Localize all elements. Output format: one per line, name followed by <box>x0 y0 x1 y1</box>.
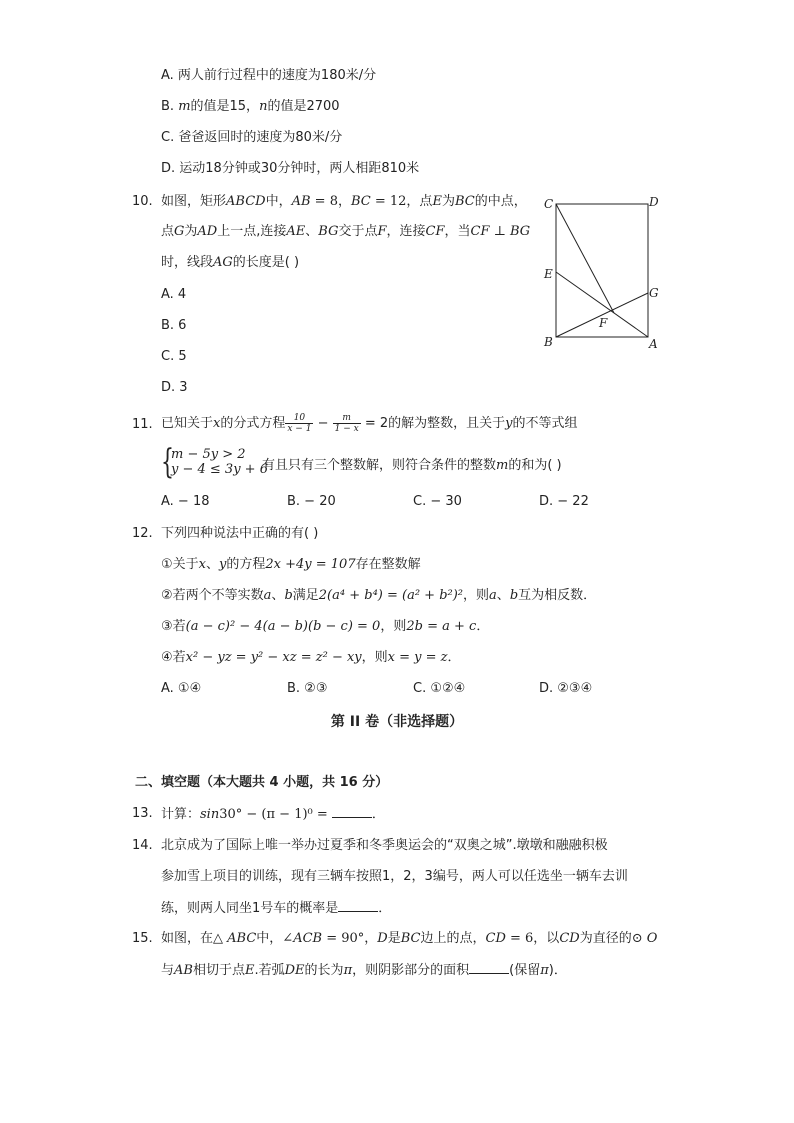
t: 是 <box>387 931 401 946</box>
t: = 2的解为整数，且关于 <box>360 416 506 431</box>
t: b <box>284 588 293 603</box>
segment-cf <box>556 204 614 313</box>
t: 2x +4y = 107 <box>265 557 356 572</box>
t: 的中点， <box>474 194 527 209</box>
t: 练，则两人同坐1号车的概率是 <box>161 901 339 916</box>
t: CF <box>425 224 445 239</box>
t: ⊙ O <box>631 931 658 946</box>
t: 1 − x <box>334 424 359 434</box>
t: x² − yz = y² − xz = z² − xy <box>185 650 362 665</box>
t: 30° − (π − 1)⁰ = <box>219 807 332 822</box>
t: m <box>333 413 361 424</box>
t: AB <box>174 963 193 978</box>
part-2-title: 第 II 卷（非选择题） <box>330 714 464 730</box>
t: − <box>313 416 333 431</box>
t: b <box>509 588 519 603</box>
t: ，连接 <box>386 224 426 239</box>
label-d: D <box>649 195 659 209</box>
t: AD <box>197 224 218 239</box>
answer-blank[interactable] <box>338 899 378 912</box>
t: 、 <box>305 224 319 239</box>
q11-option-b: B. − 20 <box>287 494 336 509</box>
fraction-1 <box>285 413 313 434</box>
t: 已知关于 <box>161 416 214 431</box>
t: AB <box>291 194 311 209</box>
label-g: G <box>649 286 659 300</box>
q9-b-mid: 的值是15， <box>190 99 260 114</box>
t: CD <box>485 931 506 946</box>
t: 上一点,连接 <box>217 224 287 239</box>
q9-option-a: A. 两人前行过程中的速度为180米/分 <box>161 68 377 83</box>
t: ． <box>378 901 392 916</box>
q10-number: 10. <box>132 194 153 209</box>
t: y <box>505 416 513 431</box>
q12-statement-2 <box>161 587 596 605</box>
t: 中， <box>256 931 283 946</box>
t: 为 <box>441 194 455 209</box>
t: ，则 <box>463 588 490 603</box>
q11-option-a: A. − 18 <box>161 494 210 509</box>
inequality-2: y − 4 ≤ 3y + 6 <box>171 462 268 477</box>
q9-b-m: m <box>178 99 191 114</box>
q12-statement-3 <box>161 618 489 636</box>
t: 为 <box>184 224 198 239</box>
q11-option-d: D. − 22 <box>539 494 589 509</box>
t: ，则 <box>380 619 407 634</box>
t: 有且只有三个整数解，则符合条件的整数 <box>262 458 497 473</box>
t: BG <box>318 224 339 239</box>
t: 、 <box>206 557 220 572</box>
q9-b-prefix: B. <box>161 99 179 114</box>
t: ∠ACB <box>282 931 323 946</box>
t: DE <box>284 963 305 978</box>
section-2-header: 二、填空题（本大题共 4 小题，共 16 分） <box>135 775 389 790</box>
t: ． <box>476 619 490 634</box>
t: ④若 <box>161 650 186 665</box>
t: π <box>540 963 549 978</box>
label-c: C <box>544 197 554 211</box>
q15-line2 <box>161 961 567 980</box>
t: = 12，点 <box>370 194 433 209</box>
q10-line1 <box>161 193 527 211</box>
t: D <box>377 931 388 946</box>
t: sin <box>200 807 220 822</box>
t: ABCD <box>226 194 266 209</box>
t: 的方程 <box>226 557 266 572</box>
q11-option-c: C. − 30 <box>413 494 462 509</box>
t: AE <box>286 224 306 239</box>
t: CD <box>559 931 580 946</box>
q11-line2 <box>262 457 562 475</box>
q11-line1 <box>161 409 578 439</box>
q15-number: 15. <box>132 931 153 946</box>
t: 如图，在 <box>161 931 214 946</box>
t: G <box>174 224 185 239</box>
t: = 6，以 <box>505 931 560 946</box>
t: 的不等式组 <box>512 416 578 431</box>
q12-option-b: B. ②③ <box>287 681 328 696</box>
t: 时，线段 <box>161 255 214 270</box>
inequality-1: m − 5y > 2 <box>171 447 246 462</box>
q14-line3 <box>161 899 391 918</box>
t: ，则阴影部分的面积 <box>352 963 470 978</box>
t: 的长度是( ) <box>232 255 300 270</box>
t: a <box>263 588 272 603</box>
label-f: F <box>599 316 608 330</box>
q10-line2 <box>161 223 530 241</box>
t: 存在整数解 <box>355 557 421 572</box>
t: (a − c)² − 4(a − b)(b − c) = 0 <box>185 619 381 634</box>
t: 的分式方程 <box>220 416 286 431</box>
t: = 90°， <box>322 931 378 946</box>
q10-rectangle-figure <box>538 192 668 352</box>
t: x = y = z <box>387 650 448 665</box>
q10-option-d: D. 3 <box>161 380 188 395</box>
q9-b-n: n <box>259 99 268 114</box>
t: x <box>213 416 221 431</box>
t: 如图，矩形 <box>161 194 227 209</box>
t: m <box>496 458 509 473</box>
q10-option-a: A. 4 <box>161 287 187 302</box>
q12-statement-4 <box>161 649 461 667</box>
q13-line <box>161 805 385 824</box>
t: π <box>343 963 353 978</box>
segment-bg <box>556 293 648 337</box>
t: y <box>219 557 227 572</box>
t: 互为相反数． <box>518 588 597 603</box>
t: E <box>432 194 442 209</box>
answer-blank[interactable] <box>332 805 372 818</box>
fraction-2 <box>333 413 361 434</box>
t: 2b = a + c <box>406 619 477 634</box>
t: △ ABC <box>213 931 257 946</box>
q9-option-b <box>161 98 340 116</box>
t: )． <box>548 963 567 978</box>
t: ③若 <box>161 619 186 634</box>
q9-option-c: C. 爸爸返回时的速度为80米/分 <box>161 130 343 145</box>
t: 、 <box>496 588 510 603</box>
q10-option-b: B. 6 <box>161 318 187 333</box>
label-a: A <box>649 337 658 351</box>
t: ． <box>447 650 461 665</box>
t: 、 <box>271 588 285 603</box>
t: BC <box>400 931 421 946</box>
q13-number: 13. <box>132 806 153 821</box>
q10-option-c: C. 5 <box>161 349 187 364</box>
q12-statement-1 <box>161 556 421 574</box>
q9-b-post: 的值是2700 <box>267 99 340 114</box>
q12-option-d: D. ②③④ <box>539 681 593 696</box>
t: 计算： <box>161 807 201 822</box>
t: x − 1 <box>287 424 312 434</box>
t: BC <box>350 194 371 209</box>
t: 的长为 <box>304 963 344 978</box>
q15-line1 <box>161 930 657 948</box>
t: ，则 <box>361 650 388 665</box>
label-b: B <box>544 335 553 349</box>
t: = 8， <box>310 194 351 209</box>
t: BC <box>454 194 475 209</box>
t: x <box>198 557 206 572</box>
t: 的和为( ) <box>508 458 562 473</box>
q12-option-c: C. ①②④ <box>413 681 466 696</box>
q12-stem: 下列四种说法中正确的有( ) <box>161 526 319 541</box>
q14-line1: 北京成为了国际上唯一举办过夏季和冬季奥运会的“双奥之城”.墩墩和融融积极 <box>161 838 608 853</box>
t: 为直径的 <box>579 931 632 946</box>
t: (保留 <box>509 963 541 978</box>
t: 点 <box>161 224 175 239</box>
q9-option-d: D. 运动18分钟或30分钟时，两人相距810米 <box>161 161 420 176</box>
brace: { <box>161 442 174 482</box>
label-e: E <box>544 267 553 281</box>
t: .若弧 <box>254 963 285 978</box>
t: 边上的点， <box>420 931 486 946</box>
t: 10 <box>285 413 313 424</box>
t: F <box>377 224 387 239</box>
t: 相切于点 <box>192 963 245 978</box>
t: ②若两个不等实数 <box>161 588 264 603</box>
q11-number: 11. <box>132 417 153 432</box>
q11-inequality-system <box>161 442 271 482</box>
t: 与 <box>161 963 175 978</box>
q10-line3 <box>161 254 299 272</box>
q12-number: 12. <box>132 526 153 541</box>
t: AG <box>213 255 233 270</box>
t: ． <box>371 807 385 822</box>
answer-blank[interactable] <box>469 961 509 974</box>
q14-number: 14. <box>132 838 153 853</box>
t: a <box>489 588 497 603</box>
q12-option-a: A. ①④ <box>161 681 202 696</box>
t: CF ⊥ BG <box>470 224 531 239</box>
t: ，当 <box>444 224 471 239</box>
t: 2(a⁴ + b⁴) = (a² + b²)² <box>318 588 464 603</box>
t: 交于点 <box>338 224 378 239</box>
t: E <box>244 963 255 978</box>
t: 中， <box>265 194 292 209</box>
t: 满足 <box>292 588 319 603</box>
q14-line2: 参加雪上项目的训练，现有三辆车按照1，2，3编号，两人可以任选坐一辆车去训 <box>161 869 628 884</box>
t: ①关于 <box>161 557 199 572</box>
